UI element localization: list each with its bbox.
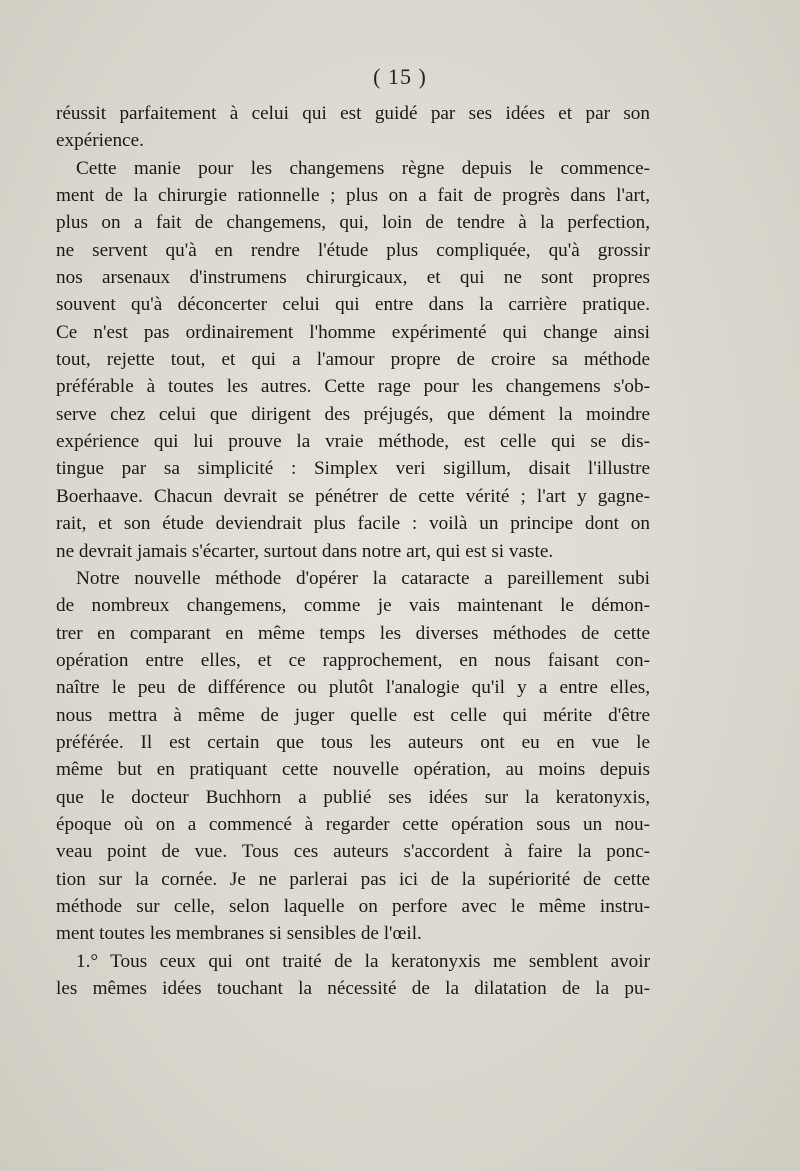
text-line: de nombreux changemens, comme je vais maintenant le démon-	[56, 595, 650, 617]
text-line: souvent qu'à déconcerter celui qui entre dans la carrière pratique.	[56, 294, 650, 316]
text-line: tingue par sa simplicité : Simplex veri sigillum, disait l'illustre	[56, 458, 650, 480]
text-line: que le docteur Buchhorn a publié ses idées sur la keratonyxis,	[56, 786, 650, 808]
text-line: trer en comparant en même temps les diverses méthodes de cette	[56, 622, 650, 644]
text-line: ne devrait jamais s'écarter, surtout dans notre art, qui est si vaste.	[56, 540, 554, 562]
text-line: nos arsenaux d'instrumens chirurgicaux, et qui ne sont propres	[56, 267, 650, 289]
text-line: ment toutes les membranes si sensibles de l'œil.	[56, 923, 422, 945]
text-line: ment de la chirurgie rationnelle ; plus on a fait de progrès dans l'art,	[56, 185, 650, 207]
text-line: préférée. Il est certain que tous les auteurs ont eu en vue le	[56, 731, 650, 753]
text-line: ne servent qu'à en rendre l'étude plus compliquée, qu'à grossir	[56, 239, 650, 261]
text-line: tout, rejette tout, et qui a l'amour propre de croire sa méthode	[56, 349, 650, 371]
text-line: expérience.	[56, 130, 144, 152]
text-line: plus on a fait de changemens, qui, loin de tendre à la perfection,	[56, 212, 650, 234]
text-line: Ce n'est pas ordinairement l'homme expérimenté qui change ainsi	[56, 321, 650, 343]
text-line: veau point de vue. Tous ces auteurs s'accordent à faire la ponc-	[56, 841, 650, 863]
body-text	[56, 100, 650, 1002]
text-line: préférable à toutes les autres. Cette rage pour les changemens s'ob-	[56, 376, 650, 398]
text-line: tion sur la cornée. Je ne parlerai pas ici de la supériorité de cette	[56, 868, 650, 890]
text-line: expérience qui lui prouve la vraie méthode, est celle qui se dis-	[56, 431, 650, 453]
text-line: opération entre elles, et ce rapprochement, en nous faisant con-	[56, 649, 650, 671]
text-line: Notre nouvelle méthode d'opérer la cataracte a pareillement subi	[76, 567, 650, 589]
text-line: nous mettra à même de juger quelle est celle qui mérite d'être	[56, 704, 650, 726]
text-line: naître le peu de différence ou plutôt l'analogie qu'il y a entre elles,	[56, 677, 650, 699]
page-number: ( 15 )	[373, 64, 427, 89]
text-line: rait, et son étude deviendrait plus facile : voilà un principe dont on	[56, 513, 650, 535]
text-line: méthode sur celle, selon laquelle on perfore avec le même instru-	[56, 895, 650, 917]
text-line: réussit parfaitement à celui qui est guidé par ses idées et par son	[56, 103, 650, 124]
text-line: Cette manie pour les changemens règne depuis le commence-	[76, 157, 650, 179]
text-line: 1.° Tous ceux qui ont traité de la keratonyxis me semblent avoir	[76, 950, 650, 972]
text-line: serve chez celui que dirigent des préjugés, que dément la moindre	[56, 403, 650, 425]
text-line: époque où on a commencé à regarder cette opération sous un nou-	[56, 813, 650, 835]
text-line: les mêmes idées touchant la nécessité de la dilatation de la pu-	[56, 978, 650, 999]
text-line: même but en pratiquant cette nouvelle opération, au moins depuis	[56, 759, 650, 781]
text-line: Boerhaave. Chacun devrait se pénétrer de cette vérité ; l'art y gagne-	[56, 485, 650, 507]
